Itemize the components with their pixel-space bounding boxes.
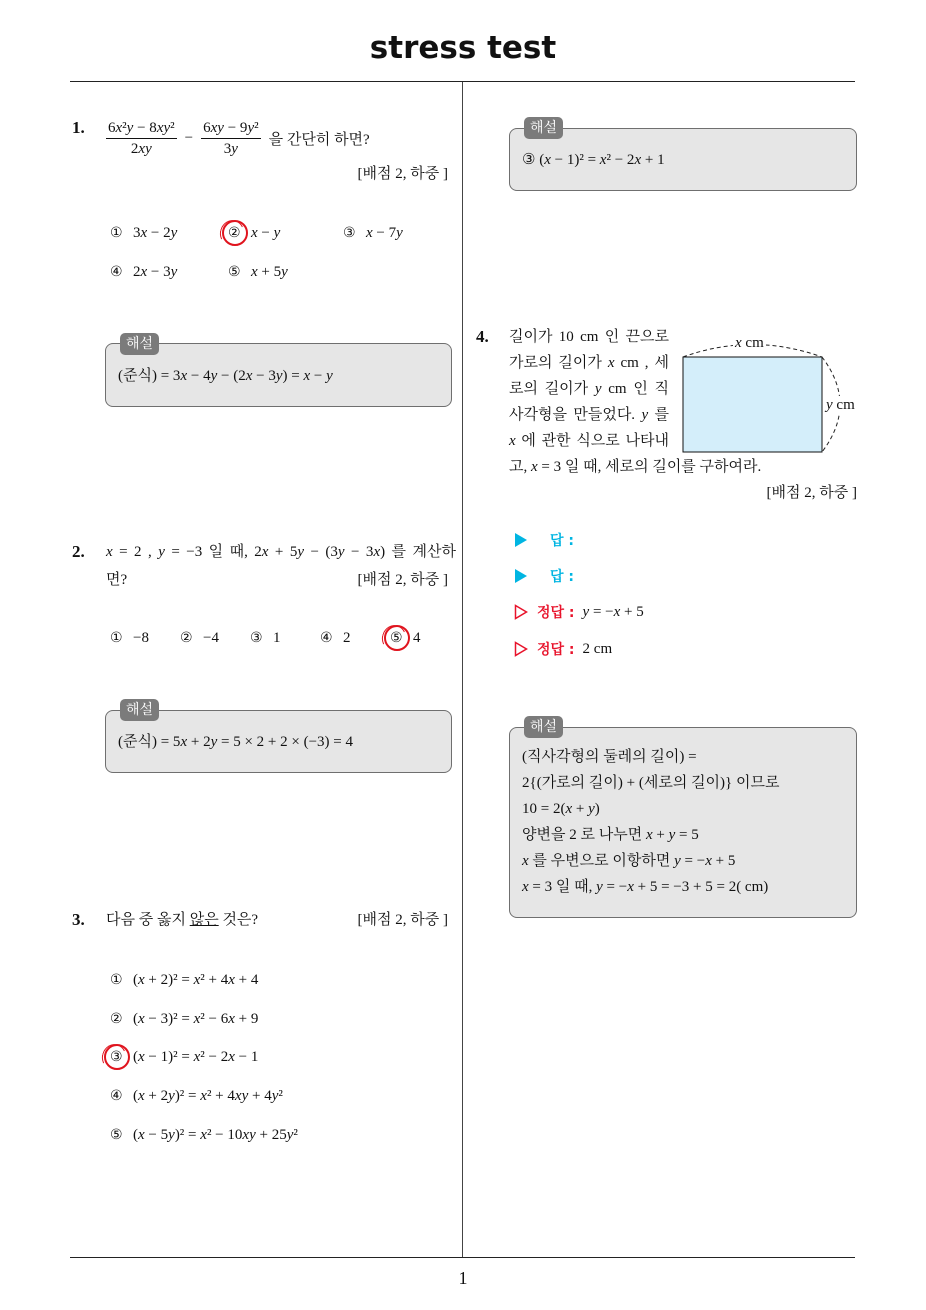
choice-number (228, 262, 251, 282)
choice-5 (228, 262, 288, 282)
choice-4 (110, 1086, 283, 1106)
choice-1 (110, 223, 177, 243)
math-variable: y (210, 734, 218, 750)
choice-number-glyph: ③ (110, 1049, 123, 1065)
question-prompt-line: 가로의 길이가 x cm , 세 (509, 355, 669, 371)
correct-answer-row (514, 639, 612, 659)
math-variable: x (607, 355, 615, 371)
math-variable: x (156, 120, 164, 136)
question-prompt-line: 로의 길이가 y cm 인 직 (509, 381, 670, 397)
answer-value: 2 cm (582, 641, 613, 657)
math-variable: y (217, 120, 224, 136)
choice-number-glyph: ③ (343, 225, 356, 241)
math-variable: y (126, 120, 134, 136)
math-variable: y (168, 1088, 175, 1104)
math-variable: x (140, 264, 148, 280)
choice-3 (250, 628, 281, 648)
question-prompt (106, 118, 370, 159)
math-variable: y (168, 1127, 175, 1143)
choice-5 (390, 628, 421, 648)
math-variable: x (138, 1088, 145, 1104)
math-variable: x (228, 1049, 235, 1065)
prompt-text: 것은? (222, 912, 259, 928)
math-variable: y (231, 141, 238, 157)
fraction-denominator: 3y (223, 141, 238, 157)
rectangle-shape (683, 357, 822, 452)
math-variable: x (705, 853, 712, 869)
math-variable: x (228, 1011, 235, 1027)
answer-row (514, 566, 574, 586)
explanation-tab: 해설 (120, 699, 159, 721)
choice-text: x − 7y (366, 225, 403, 241)
choice-text: x + 5y (251, 264, 288, 280)
question-number: 1. (72, 118, 85, 137)
math-variable: x (138, 141, 146, 157)
math-variable: x (193, 1049, 201, 1065)
choice-1 (110, 628, 149, 648)
math-variable: x (138, 1049, 145, 1065)
math-variable: x (200, 1127, 207, 1143)
math-variable: y (273, 225, 281, 241)
math-variable: x (544, 152, 551, 168)
choice-2 (228, 223, 280, 243)
answer-label: 답 : (550, 533, 574, 549)
math-variable: y (668, 827, 676, 843)
explanation-line: 2{(가로의 길이) + (세로의 길이)} 이므로 (522, 775, 780, 791)
choice-2 (180, 628, 219, 648)
math-variable: x (645, 827, 653, 843)
choice-number-glyph: ③ (250, 630, 263, 646)
math-variable: y (588, 801, 595, 817)
fraction (106, 118, 177, 159)
math-variable: x (565, 801, 573, 817)
math-variable: x (373, 544, 381, 560)
width-label: x cm (735, 335, 764, 351)
page-title: stress test (369, 30, 557, 66)
math-variable: y (275, 368, 283, 384)
fraction-denominator: 2xy (130, 141, 152, 157)
math-variable: y (241, 1088, 249, 1104)
choice-number-glyph: ⑤ (228, 264, 241, 280)
choice-number (110, 1086, 133, 1106)
math-variable: y (582, 604, 590, 620)
explanation-tab: 해설 (524, 117, 563, 139)
math-variable: y (594, 381, 602, 397)
choice-number-glyph: ④ (110, 1088, 123, 1104)
choice-number (180, 628, 203, 648)
math-variable: x (627, 879, 634, 895)
choice-text: 2 (343, 630, 351, 646)
answer-label: 정답 : (537, 642, 575, 658)
math-variable: y (596, 879, 603, 895)
question-prompt-line: 면? (106, 572, 128, 588)
math-variable: x (106, 544, 113, 560)
choice-text: (x + 2y)² = x² + 4xy + 4y² (133, 1088, 283, 1104)
explanation-line: 양변을 2 로 나누면 x + y = 5 (522, 827, 699, 843)
math-variable: y (170, 264, 178, 280)
filled-triangle-icon (514, 568, 528, 584)
explanation-line: (직사각형의 둘레의 길이) = (522, 749, 697, 765)
outline-triangle-icon (514, 641, 528, 657)
math-variable: x (735, 335, 742, 351)
explanation-line: x = 3 일 때, y = −x + 5 = −3 + 5 = 2( cm) (522, 879, 769, 895)
choice-number (110, 970, 133, 990)
correct-answer-row (514, 602, 644, 622)
choice-number-glyph: ⑤ (390, 630, 403, 646)
question-number: 3. (72, 910, 85, 929)
choice-number (110, 223, 133, 243)
choice-3 (110, 1047, 258, 1067)
explanation-tab: 해설 (524, 716, 563, 738)
choice-text: 4 (413, 630, 421, 646)
math-variable: x (140, 225, 148, 241)
math-variable: x (613, 604, 621, 620)
math-variable: x (138, 972, 145, 988)
choice-text: −8 (133, 630, 149, 646)
math-variable: x (180, 368, 188, 384)
math-variable: x (193, 1011, 201, 1027)
choice-number (110, 1125, 133, 1145)
choice-text: (x − 3)² = x² − 6x + 9 (133, 1011, 259, 1027)
explanation-tab: 해설 (120, 333, 159, 355)
math-variable: x (210, 120, 218, 136)
choice-1 (110, 970, 258, 990)
explanation-line: (준식) = 3x − 4y − (2x − 3y) = x − y (118, 368, 333, 384)
math-variable: y (826, 397, 833, 413)
column-divider (462, 82, 463, 1258)
choice-number (320, 628, 343, 648)
footer-rule (70, 1257, 855, 1258)
math-variable: y (210, 368, 218, 384)
answer-value: y = −x + 5 (582, 604, 644, 620)
math-variable: x (303, 368, 311, 384)
answer-label: 답 : (550, 569, 574, 585)
choice-number (228, 223, 251, 243)
math-variable: y (163, 120, 171, 136)
choice-text: x − y (251, 225, 281, 241)
choice-number-glyph: ① (110, 225, 123, 241)
minus-operator: − (184, 130, 194, 146)
choice-text: (x + 2)² = x² + 4x + 4 (133, 972, 259, 988)
score-label: [배점 2, 하중 ] (766, 485, 857, 501)
fraction-numerator: 6xy − 9y² (203, 120, 259, 136)
choice-text: 1 (273, 630, 281, 646)
score-label: [배점 2, 하중 ] (357, 912, 448, 928)
math-variable: y (158, 544, 165, 560)
math-variable: y (641, 407, 649, 423)
height-label: y cm (826, 397, 855, 413)
math-variable: y (145, 141, 152, 157)
explanation-line: ③ (x − 1)² = x² − 2x + 1 (522, 152, 665, 168)
question-prompt-line: 길이가 10 cm 인 끈으로 (509, 329, 669, 345)
math-variable: x (138, 1011, 145, 1027)
math-variable: x (242, 1127, 250, 1143)
choice-number (390, 628, 413, 648)
score-label: [배점 2, 하중 ] (357, 166, 448, 182)
choice-3 (343, 223, 403, 243)
choice-number-glyph: ② (180, 630, 193, 646)
choice-number-glyph: ① (110, 630, 123, 646)
choice-number (110, 1047, 133, 1067)
question-prompt-line: 사각형을 만들었다. y 를 (509, 407, 670, 423)
math-variable: y (271, 1088, 279, 1104)
fraction-numerator: 6x²y − 8xy² (108, 120, 175, 136)
math-variable: x (245, 368, 253, 384)
choice-text: 2x − 3y (133, 264, 178, 280)
choice-number (110, 262, 133, 282)
answer-mark-circle (104, 1044, 130, 1070)
explanation-line: 10 = 2(x + y) (522, 801, 600, 817)
choice-number (343, 223, 366, 243)
math-variable: y (249, 1127, 256, 1143)
math-variable: x (200, 1088, 207, 1104)
explanation-line: x 를 우변으로 이항하면 y = −x + 5 (522, 853, 736, 869)
math-variable: y (286, 1127, 294, 1143)
math-variable: y (326, 368, 333, 384)
math-variable: y (337, 544, 345, 560)
choice-text: −4 (203, 630, 219, 646)
math-variable: y (281, 264, 288, 280)
math-variable: x (193, 972, 201, 988)
answer-mark-circle (384, 625, 410, 651)
outline-triangle-icon (514, 604, 528, 620)
math-variable: x (634, 152, 642, 168)
filled-triangle-icon (514, 532, 528, 548)
math-variable: x (599, 152, 607, 168)
math-variable: y (170, 225, 178, 241)
choice-number-glyph: ⑤ (110, 1127, 123, 1143)
question-prompt-line: 고, x = 3 일 때, 세로의 길이를 구하여라. (509, 459, 762, 475)
choice-number-glyph: ① (110, 972, 123, 988)
math-variable: x (180, 734, 188, 750)
choice-4 (320, 628, 351, 648)
math-variable: x (366, 225, 373, 241)
math-variable: x (509, 433, 516, 449)
choice-number (250, 628, 273, 648)
math-variable: x (138, 1127, 145, 1143)
math-variable: y (396, 225, 403, 241)
math-variable: x (522, 853, 529, 869)
question-prompt-line: x 에 관한 식으로 나타내 (509, 433, 669, 449)
question-number: 4. (476, 327, 489, 346)
math-variable: x (251, 225, 258, 241)
score-label: [배점 2, 하중 ] (357, 572, 448, 588)
choice-text: (x − 5y)² = x² − 10xy + 25y² (133, 1127, 298, 1143)
answer-label: 정답 : (537, 605, 575, 621)
choice-number-glyph: ④ (110, 264, 123, 280)
math-variable: y (674, 853, 681, 869)
math-variable: x (251, 264, 258, 280)
math-variable: x (522, 879, 529, 895)
choice-number-glyph: ④ (320, 630, 333, 646)
math-variable: y (247, 120, 255, 136)
answer-row (514, 530, 574, 550)
choice-2 (110, 1009, 258, 1029)
math-variable: x (261, 544, 269, 560)
choice-4 (110, 262, 177, 282)
fraction (201, 118, 260, 159)
math-variable: y (297, 544, 305, 560)
math-variable: x (531, 459, 538, 475)
math-variable: x (234, 1088, 242, 1104)
choice-number-glyph: ② (110, 1011, 123, 1027)
answer-mark-circle (222, 220, 248, 246)
choice-number-glyph: ② (228, 225, 241, 241)
choice-text: 3x − 2y (133, 225, 178, 241)
choice-text: (x − 1)² = x² − 2x − 1 (133, 1049, 259, 1065)
math-variable: x (115, 120, 123, 136)
choice-number (110, 628, 133, 648)
math-variable: x (228, 972, 235, 988)
page-number: 1 (458, 1268, 468, 1288)
question-number: 2. (72, 542, 85, 561)
choice-number (110, 1009, 133, 1029)
rectangle-figure (680, 330, 860, 460)
choice-5 (110, 1125, 298, 1145)
prompt-text: 다음 중 옳지 (106, 912, 186, 928)
question-prompt-line: x = 2 , y = −3 일 때, 2x + 5y − (3y − 3x) 를 계산하 (106, 544, 456, 560)
prompt-emphasis: 않은 (189, 912, 219, 928)
explanation-line: (준식) = 5x + 2y = 5 × 2 + 2 × (−3) = 4 (118, 734, 353, 750)
prompt-text: 을 간단히 하면? (268, 132, 370, 148)
